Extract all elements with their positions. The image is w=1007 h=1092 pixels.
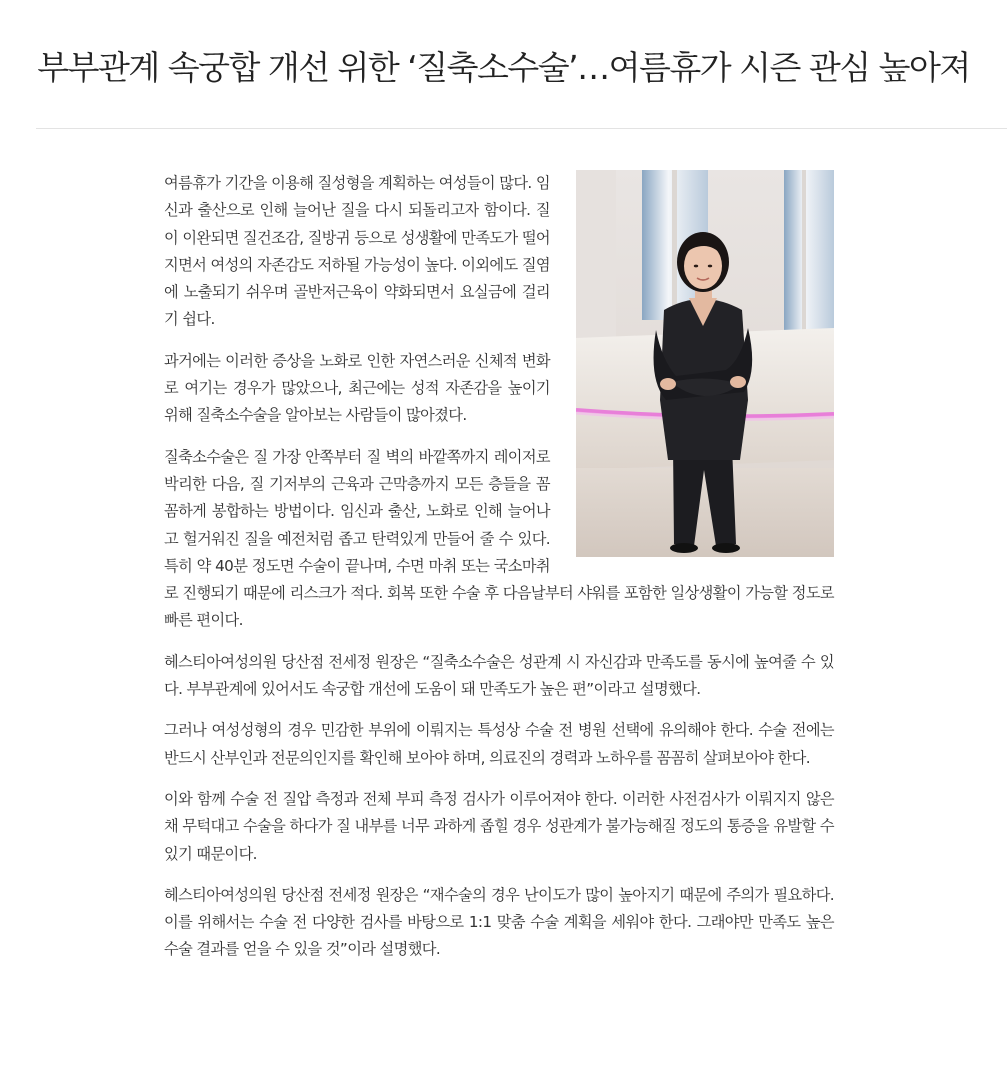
headline-divider [36,128,1007,129]
article-paragraph-1: 여름휴가 기간을 이용해 질성형을 계획하는 여성들이 많다. 임신과 출산으로 인해 늘어난 질을 다시 되돌리고자 함이다. 질이 이완되면 질건조감, 질방귀 등으로 성생활에 만족도가 떨어지면서 여성의 자존감도 저하될 가능성이 높다. 이외에도 질염에 노출되기 쉬우며 골반저근육이 약화되면서 요실금에 걸리기 쉽다. [164,174,550,329]
article-paragraph-6: 이와 함께 수술 전 질압 측정과 전체 부피 측정 검사가 이루어져야 한다. 이러한 사전검사가 이뤄지지 않은 채 무턱대고 수술을 하다가 질 내부를 너무 과하게 좁힐 경우 성관계가 불가능해질 정도의 통증을 유발할 수 있기 때문이다. [164,789,834,863]
photo-window-right [784,170,834,340]
article-paragraph-2: 과거에는 이러한 증상을 노화로 인한 자연스러운 신체적 변화로 여기는 경우가 많았으나, 최근에는 성적 자존감을 높이기 위해 질축소수술을 알아보는 사람들이 많아졌다. [164,351,550,425]
photo-floor [576,468,834,557]
doctor-photo-illustration [576,170,834,557]
article-paragraph-4: 헤스티아여성의원 당산점 전세정 원장은 “질축소수술은 성관계 시 자신감과 만족도를 동시에 높여줄 수 있다. 부부관계에 있어서도 속궁합 개선에 도움이 돼 만족도가 높은 편”이라고 설명했다. [164,652,834,699]
article-paragraph-7: 헤스티아여성의원 당산점 전세정 원장은 “재수술의 경우 난이도가 많이 높아지기 때문에 주의가 필요하다. 이를 위해서는 수술 전 다양한 검사를 바탕으로 1:1 맞춤 수술 계획을 세워야 한다. 그래야만 만족도 높은 수술 결과를 얻을 수 있을 것”이라 설명했다. [164,885,834,959]
article-paragraph-3: 질축소수술은 질 가장 안쪽부터 질 벽의 바깥쪽까지 레이저로 박리한 다음, 질 기저부의 근육과 근막층까지 모든 층들을 꼼꼼하게 봉합하는 방법이다. 임신과 출산, 노화로 인해 늘어나고 헐거워진 질을 예전처럼 좁고 탄력있게 만들어 줄 수 있다. 특히 약 40분 정도면 수술이 끝나며, 수면 마취 또는 국소마취로 진행되기 때문에 리스크가 적다. 회복 또한 수술 후 다음날부터 샤워를 포함한 일상생활이 가능할 정도로 빠른 편이다. [164,447,834,630]
article-paragraph-5: 그러나 여성성형의 경우 민감한 부위에 이뤄지는 특성상 수술 전 병원 선택에 유의해야 한다. 수술 전에는 반드시 산부인과 전문의인지를 확인해 보아야 하며, 의료진의 경력과 노하우를 꼼꼼히 살펴보아야 한다. [164,721,834,767]
doctor-photo [576,170,834,557]
article-body [164,170,834,978]
article-headline: 부부관계 속궁합 개선 위한 ‘질축소수술’…여름휴가 시즌 관심 높아져 [37,48,970,87]
